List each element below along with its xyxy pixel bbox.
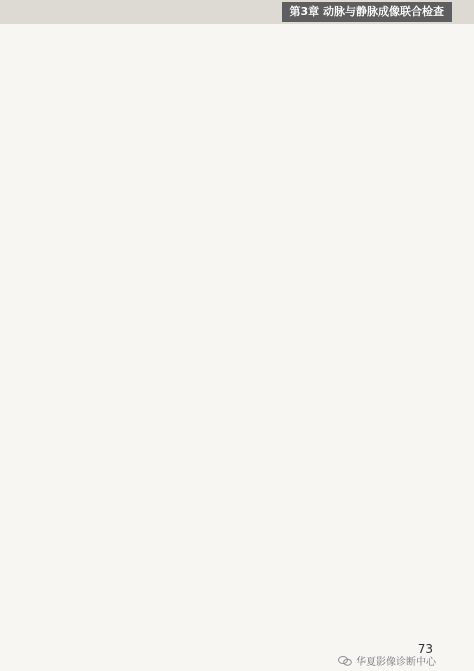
watermark	[338, 653, 436, 668]
header-band	[0, 0, 474, 24]
watermark-text: 华夏影像诊断中心	[356, 657, 436, 668]
wechat-icon	[338, 656, 352, 666]
body-text	[41, 33, 439, 41]
chapter-title: 第3章 动脉与静脉成像联合检查	[282, 2, 452, 22]
page-number: 73	[417, 642, 433, 656]
